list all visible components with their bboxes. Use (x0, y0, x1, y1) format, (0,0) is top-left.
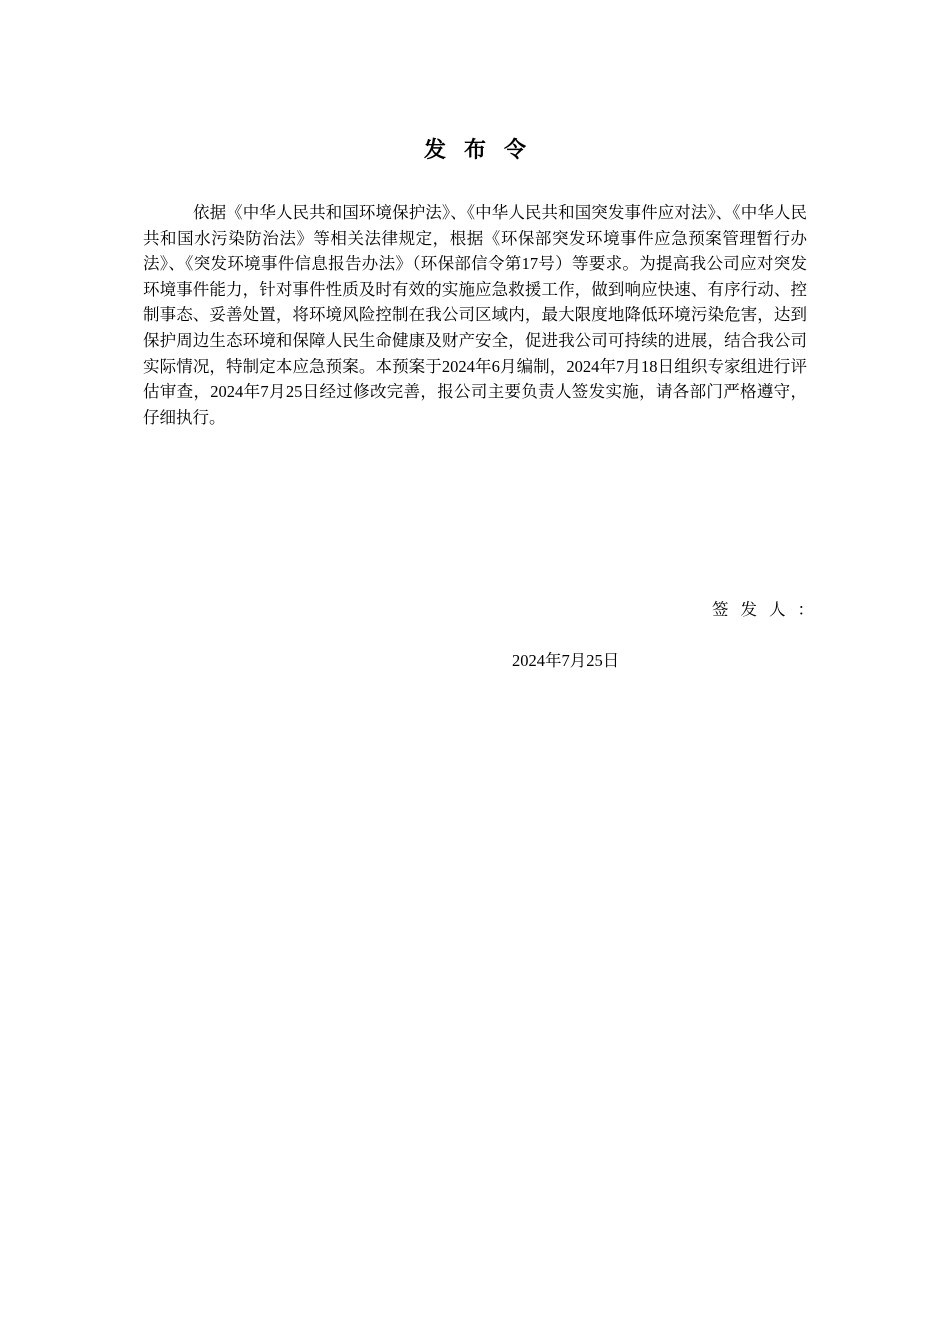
body-paragraph: 依据《中华人民共和国环境保护法》、《中华人民共和国突发事件应对法》、《中华人民共和国水污染防治法》等相关法律规定，根据《环保部突发环境事件应急预案管理暂行办法》、《突发环境事件信息报告办法》（环保部信令第17号）等要求。为提高我公司应对突发环境事件能力，针对事件性质及时有效的实施应急救援工作，做到响应快速、有序行动、控制事态、妥善处置，将环境风险控制在我公司区域内，最大限度地降低环境污染危害，达到保护周边生态环境和保障人民生命健康及财产安全，促进我公司可持续的进展，结合我公司实际情况，特制定本应急预案。本预案于2024年6月编制，2024年7月18日组织专家组进行评估审查，2024年7月25日经过修改完善，报公司主要负责人签发实施，请各部门严格遵守，仔细执行。 (143, 203, 807, 427)
issue-date: 2024年7月25日 (512, 651, 620, 670)
page-title: 发布令 (423, 138, 544, 163)
signer-label: 签发人： (712, 600, 826, 619)
